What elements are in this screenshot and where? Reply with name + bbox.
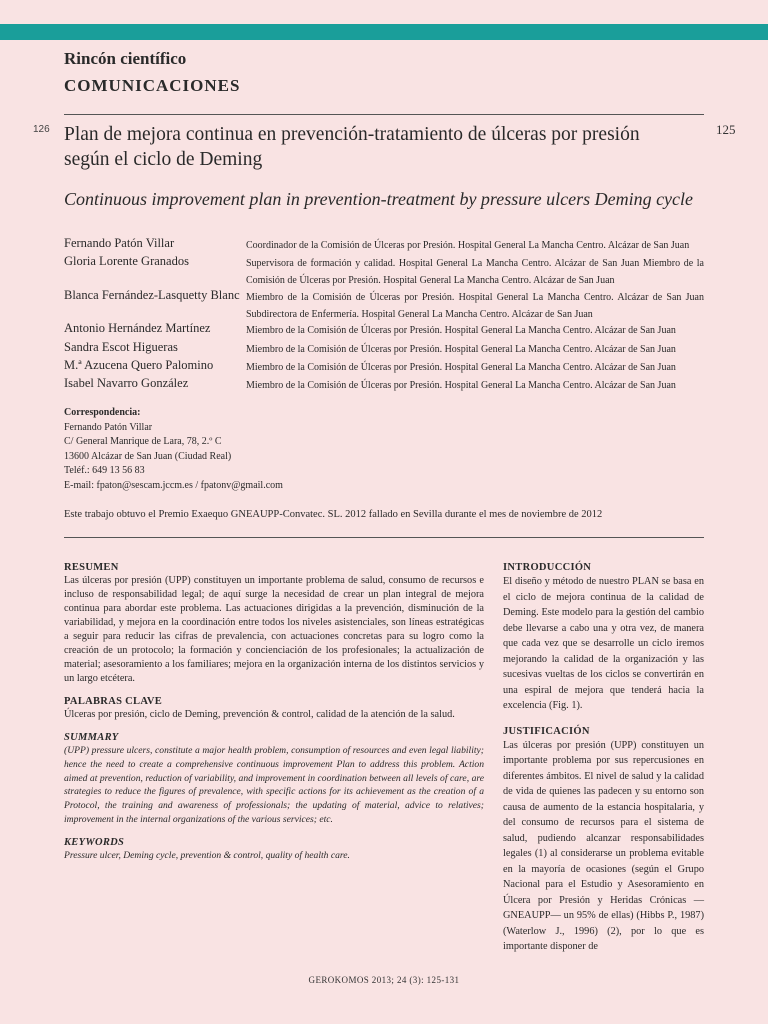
author-affiliation: Supervisora de formación y calidad. Hospital General La Mancha Centro. Alcázar de San Juan Miembro de la Comisión de Úlceras por Presión. Hospital General La Mancha Centro. Alcázar de San Juan <box>246 258 704 286</box>
correspondence-email: E-mail: fpaton@sescam.jccm.es / fpatonv@gmail.com <box>64 479 283 491</box>
author-affiliation: Miembro de la Comisión de Úlceras por Presión. Hospital General La Mancha Centro. Alcázar de San Juan <box>246 380 676 391</box>
author-name: Blanca Fernández-Lasquetty Blanc <box>64 288 240 302</box>
resumen-heading: RESUMEN <box>64 562 119 573</box>
section-subtitle: COMUNICACIONES <box>64 76 241 95</box>
page-number-right: 125 <box>716 122 736 137</box>
article-title-english: Continuous improvement plan in prevention-treatment by pressure ulcers Deming cycle <box>64 189 694 209</box>
keywords-heading: KEYWORDS <box>64 836 125 848</box>
author-name: Gloria Lorente Granados <box>64 254 189 268</box>
section-title: Rincón científico <box>64 49 187 68</box>
article-title-spanish: Plan de mejora continua en prevención-tratamiento de úlceras por presión según el ciclo de Deming <box>64 124 640 170</box>
correspondence-heading: Correspondencia: <box>64 407 141 418</box>
correspondence-line: C/ General Manrique de Lara, 78, 2.º C <box>64 436 222 447</box>
header-divider <box>64 114 704 115</box>
author-name: Antonio Hernández Martínez <box>64 321 211 335</box>
correspondence-block <box>64 406 283 493</box>
abstract-column <box>64 562 484 863</box>
award-note: Este trabajo obtuvo el Premio Exaequo GNEAUPP-Convatec. SL. 2012 fallado en Sevilla durante el mes de noviembre de 2012 <box>64 509 603 520</box>
introduccion-heading: INTRODUCCIÓN <box>503 562 592 573</box>
page-number-left: 126 <box>33 124 50 135</box>
keywords-text: Pressure ulcer, Deming cycle, prevention & control, quality of health care. <box>64 849 350 861</box>
header-accent-bar <box>0 24 768 40</box>
summary-heading: SUMMARY <box>64 732 119 743</box>
author-name: Sandra Escot Higueras <box>64 340 178 354</box>
justificacion-text: Las úlceras por presión (UPP) constituyen un importante problema por sus repercusiones en diferentes ámbitos. El nivel de salud y la calidad de vida de quienes las padecen y su entorno son causa de aumento de la estancia hospitalaria, y del consumo de recursos para el sistema de salud, pudiendo alcanzar responsabilidades legales (1) al considerarse un problema evitable en la mayoría de ocasiones (según el Grupo Nacional para el Estudio y Asesoramiento en Úlcera por Presión y Heridas Crónicas —GNEAUPP— un 95% de ellas) (Hibbs P., 1987) (Waterlow J., 1996) (2), por lo que es importante disponer de <box>503 739 704 952</box>
summary-text: (UPP) pressure ulcers, constitute a major health problem, consumption of resources and even legal liability; hence the need to create a comprehensive continuous improvement Plan to address this problem. Action aimed at prevention, reduction of variability, and improvement in coordination between all levels of care, are strategies to reduce the figures of prevalence, with specific actions for its achievement as the creation of a Protocol, the training and awareness of professionals; the updating of material, advice to relatives; improvement in the internal organizations of the various services; etc. <box>64 745 484 825</box>
author-affiliation: Miembro de la Comisión de Úlceras por Presión. Hospital General La Mancha Centro. Alcázar de San Juan <box>246 362 676 373</box>
palabras-clave-heading: PALABRAS CLAVE <box>64 696 163 707</box>
body-divider <box>64 537 704 538</box>
journal-citation-footer: GEROKOMOS 2013; 24 (3): 125-131 <box>308 975 460 985</box>
author-name: M.ª Azucena Quero Palomino <box>64 358 214 372</box>
author-affiliation: Miembro de la Comisión de Úlceras por Presión. Hospital General La Mancha Centro. Alcázar de San Juan <box>246 344 676 355</box>
resumen-text: Las úlceras por presión (UPP) constituyen un importante problema de salud, consumo de recursos e incluso de responsabilidad legal; de aquí surge la necesidad de crear un plan integral de mejora continua para abordar este problema. Las actuaciones dirigidas a la prevención, disminución de la variabilidad, y mejora en la coordinación entre todos los niveles asistenciales, son líneas estratégicas a seguir para reducir las cifras de prevalencia, con actuaciones concretas para su logro como la creación de un protocolo; la formación y concienciación de los profesionales; la actualización de material; asesoramiento a los familiares; mejora en la organización interna de los distintos servicios y un largo etcétera. <box>64 575 484 684</box>
correspondence-line: Teléf.: 649 13 56 83 <box>64 465 145 476</box>
palabras-clave-text: Úlceras por presión, ciclo de Deming, prevención & control, calidad de la atención de la salud. <box>64 709 455 720</box>
author-name: Fernando Patón Villar <box>64 236 175 250</box>
author-name: Isabel Navarro González <box>64 376 189 390</box>
correspondence-line: 13600 Alcázar de San Juan (Ciudad Real) <box>64 450 232 462</box>
author-affiliation: Miembro de la Comisión de Úlceras por Presión. Hospital General La Mancha Centro. Alcázar de San Juan <box>246 325 676 336</box>
body-column <box>503 562 704 955</box>
author-affiliation: Coordinador de la Comisión de Úlceras por Presión. Hospital General La Mancha Centro. Alcázar de San Juan <box>246 240 690 251</box>
correspondence-line: Fernando Patón Villar <box>64 421 153 433</box>
author-affiliation: Miembro de la Comisión de Úlceras por Presión. Hospital General La Mancha Centro. Alcázar de San Juan Subdirectora de Enfermería. Hospital General La Mancha Centro. Alcázar de San Juan <box>246 292 704 320</box>
introduccion-text: El diseño y método de nuestro PLAN se basa en el ciclo de mejora continua de la calidad de Deming. Este modelo para la gestión del cambio debe llevarse a cabo una y otra vez, de manera que cada vez que se desarrolle un ciclo iremos mejorando la calidad de la organización y las sucesivas vueltas de los ciclos se convertirán en una espiral de mejora que tenderá hacia la excelencia (Fig. 1). <box>503 576 704 711</box>
justificacion-heading: JUSTIFICACIÓN <box>503 725 590 737</box>
